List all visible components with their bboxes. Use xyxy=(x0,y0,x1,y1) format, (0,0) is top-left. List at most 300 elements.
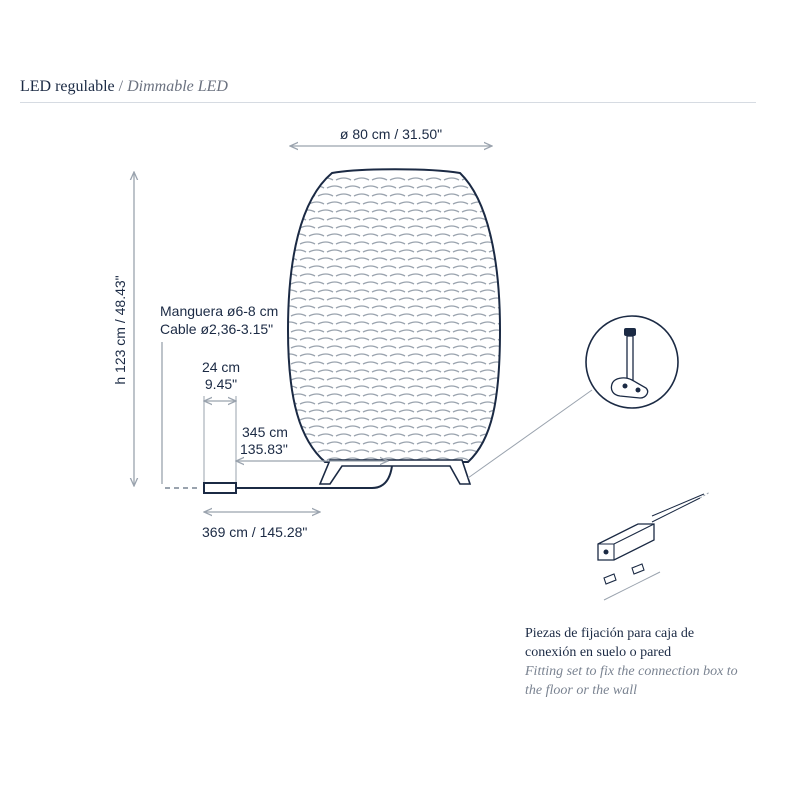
weave-strand xyxy=(426,210,441,212)
weave-strand xyxy=(372,274,387,276)
weave-strand xyxy=(327,186,342,188)
weave-strand xyxy=(345,314,360,316)
weave-strand xyxy=(462,386,477,388)
weave-strand xyxy=(354,258,369,260)
weave-strand xyxy=(372,178,387,180)
weave-strand xyxy=(462,338,477,340)
weave-strand xyxy=(435,234,450,236)
box-width-dimension xyxy=(202,359,240,484)
weave-strand xyxy=(291,378,306,380)
weave-strand xyxy=(399,426,414,428)
weave-strand xyxy=(408,450,423,452)
weave-strand xyxy=(390,258,405,260)
weave-strand xyxy=(390,338,405,340)
weave-strand xyxy=(345,410,360,412)
weave-strand xyxy=(399,362,414,364)
weave-strand xyxy=(390,226,405,228)
weave-strand xyxy=(498,226,513,228)
weave-strand xyxy=(381,186,396,188)
hose-label-en: Cable ø2,36-3.15" xyxy=(160,321,274,337)
weave-strand xyxy=(363,314,378,316)
weave-strand xyxy=(354,418,369,420)
weave-strand xyxy=(372,322,387,324)
height-label: h 123 cm / 48.43" xyxy=(112,275,128,385)
weave-strand xyxy=(462,322,477,324)
weave-strand xyxy=(444,370,459,372)
weave-strand xyxy=(444,226,459,228)
weave-strand xyxy=(480,402,495,404)
fitting-clip-2 xyxy=(632,564,644,574)
weave-strand xyxy=(426,274,441,276)
weave-strand xyxy=(318,226,333,228)
weave-strand xyxy=(327,250,342,252)
weave-strand xyxy=(381,218,396,220)
cable-to-lamp-in: 135.83" xyxy=(240,441,288,457)
weave-strand xyxy=(327,362,342,364)
weave-strand xyxy=(498,386,513,388)
weave-strand xyxy=(327,346,342,348)
weave-strand xyxy=(426,386,441,388)
weave-strand xyxy=(363,298,378,300)
weave-strand xyxy=(417,186,432,188)
weave-strand xyxy=(408,418,423,420)
weave-strand xyxy=(291,186,306,188)
weave-strand xyxy=(489,410,504,412)
stake-rod xyxy=(627,336,633,384)
weave-strand xyxy=(300,258,315,260)
weave-strand xyxy=(435,362,450,364)
weave-strand xyxy=(336,242,351,244)
weave-strand xyxy=(444,434,459,436)
weave-strand xyxy=(372,258,387,260)
weave-strand xyxy=(480,322,495,324)
weave-strand xyxy=(498,194,513,196)
weave-strand xyxy=(336,354,351,356)
weave-strand xyxy=(291,314,306,316)
weave-strand xyxy=(471,234,486,236)
weave-strand xyxy=(408,178,423,180)
weave-strand xyxy=(435,186,450,188)
weave-strand xyxy=(453,410,468,412)
weave-strand xyxy=(381,442,396,444)
weave-strand xyxy=(390,210,405,212)
weave-strand xyxy=(381,298,396,300)
weave-strand xyxy=(426,306,441,308)
weave-strand xyxy=(399,218,414,220)
weave-strand xyxy=(435,298,450,300)
weave-strand xyxy=(345,282,360,284)
weave-strand xyxy=(282,258,297,260)
weave-strand xyxy=(489,362,504,364)
weave-strand xyxy=(318,322,333,324)
weave-strand xyxy=(300,354,315,356)
weave-strand xyxy=(363,426,378,428)
weave-strand xyxy=(372,210,387,212)
weave-strand xyxy=(336,434,351,436)
weave-strand xyxy=(417,218,432,220)
weave-strand xyxy=(327,202,342,204)
weave-strand xyxy=(399,186,414,188)
weave-strand xyxy=(408,210,423,212)
weave-strand xyxy=(363,330,378,332)
weave-strand xyxy=(498,258,513,260)
weave-strand xyxy=(426,370,441,372)
weave-strand xyxy=(417,234,432,236)
weave-strand xyxy=(489,330,504,332)
weave-strand xyxy=(345,202,360,204)
weave-strand xyxy=(435,282,450,284)
weave-strand xyxy=(444,450,459,452)
weave-strand xyxy=(336,402,351,404)
title-es: LED regulable xyxy=(20,78,115,95)
weave-strand xyxy=(354,210,369,212)
weave-strand xyxy=(363,250,378,252)
weave-strand xyxy=(444,386,459,388)
weave-strand xyxy=(435,314,450,316)
weave-strand xyxy=(417,426,432,428)
weave-strand xyxy=(291,442,306,444)
weave-strand xyxy=(372,290,387,292)
weave-strand xyxy=(345,266,360,268)
weave-strand xyxy=(363,346,378,348)
stake-cap xyxy=(624,328,636,336)
weave-strand xyxy=(444,194,459,196)
weave-strand xyxy=(372,194,387,196)
weave-strand xyxy=(462,242,477,244)
weave-strand xyxy=(453,298,468,300)
weave-strand xyxy=(435,410,450,412)
weave-strand xyxy=(390,354,405,356)
weave-strand xyxy=(345,234,360,236)
weave-strand xyxy=(489,250,504,252)
weave-strand xyxy=(426,338,441,340)
weave-strand xyxy=(462,418,477,420)
caption-en-line1: Fitting set to fix the connection box to xyxy=(525,664,738,679)
weave-strand xyxy=(417,282,432,284)
weave-strand xyxy=(489,298,504,300)
weave-strand xyxy=(471,266,486,268)
weave-strand xyxy=(336,306,351,308)
weave-strand xyxy=(291,362,306,364)
box-width-cm: 24 cm xyxy=(201,359,241,375)
total-cable-label: 369 cm / 145.28" xyxy=(202,524,308,540)
weave-strand xyxy=(318,242,333,244)
weave-strand xyxy=(354,178,369,180)
weave-strand xyxy=(399,266,414,268)
weave-strand xyxy=(363,442,378,444)
weave-strand xyxy=(471,186,486,188)
weave-strand xyxy=(489,314,504,316)
weave-strand xyxy=(381,202,396,204)
weave-strand xyxy=(498,178,513,180)
weave-strand xyxy=(300,418,315,420)
weave-strand xyxy=(471,394,486,396)
weave-strand xyxy=(327,330,342,332)
weave-strand xyxy=(408,338,423,340)
weave-strand xyxy=(354,242,369,244)
weave-strand xyxy=(435,394,450,396)
lamp-body xyxy=(282,169,513,484)
weave-strand xyxy=(291,410,306,412)
weave-strand xyxy=(390,194,405,196)
weave-strand xyxy=(372,386,387,388)
weave-strand xyxy=(300,274,315,276)
weave-strand xyxy=(480,194,495,196)
lamp-legs xyxy=(320,460,470,484)
weave-strand xyxy=(426,290,441,292)
weave-strand xyxy=(291,298,306,300)
weave-strand xyxy=(471,458,486,460)
weave-strand xyxy=(408,354,423,356)
weave-strand xyxy=(309,186,324,188)
weave-strand xyxy=(489,186,504,188)
weave-strand xyxy=(435,202,450,204)
weave-strand xyxy=(381,330,396,332)
weave-strand xyxy=(345,362,360,364)
weave-strand xyxy=(498,210,513,212)
weave-strand xyxy=(372,450,387,452)
weave-strand xyxy=(372,338,387,340)
weave-strand xyxy=(417,298,432,300)
fitting-caption xyxy=(525,624,785,700)
weave-strand xyxy=(462,354,477,356)
weave-strand xyxy=(453,314,468,316)
weave-strand xyxy=(309,378,324,380)
weave-strand xyxy=(318,418,333,420)
weave-strand xyxy=(462,434,477,436)
weave-strand xyxy=(453,346,468,348)
weave-strand xyxy=(336,258,351,260)
weave-strand xyxy=(309,266,324,268)
weave-strand xyxy=(381,378,396,380)
weave-strand xyxy=(300,370,315,372)
weave-strand xyxy=(381,346,396,348)
weave-strand xyxy=(462,370,477,372)
weave-strand xyxy=(381,410,396,412)
weave-strand xyxy=(291,426,306,428)
weave-strand xyxy=(471,250,486,252)
junction-box xyxy=(204,483,236,493)
weave-strand xyxy=(498,402,513,404)
diameter-dimension xyxy=(290,126,492,146)
weave-strand xyxy=(399,298,414,300)
weave-strand xyxy=(453,282,468,284)
weave-strand xyxy=(489,202,504,204)
weave-strand xyxy=(282,274,297,276)
caption-es-line2: conexión en suelo o pared xyxy=(525,645,672,660)
weave-strand xyxy=(309,314,324,316)
weave-strand xyxy=(345,426,360,428)
weave-strand xyxy=(354,354,369,356)
diameter-label: ø 80 cm / 31.50" xyxy=(339,126,443,142)
weave-strand xyxy=(453,266,468,268)
weave-strand xyxy=(408,306,423,308)
weave-strand xyxy=(300,338,315,340)
weave-strand xyxy=(498,418,513,420)
weave-strand xyxy=(471,426,486,428)
weave-strand xyxy=(318,402,333,404)
weave-strand xyxy=(462,258,477,260)
weave-strand xyxy=(336,226,351,228)
weave-strand xyxy=(300,242,315,244)
weave-strand xyxy=(354,402,369,404)
weave-strand xyxy=(390,450,405,452)
weave-strand xyxy=(309,202,324,204)
weave-strand xyxy=(354,274,369,276)
weave-strand xyxy=(354,290,369,292)
weave-strand xyxy=(318,354,333,356)
weave-strand xyxy=(327,282,342,284)
weave-strand xyxy=(471,362,486,364)
weave-strand xyxy=(435,442,450,444)
stake-hole-2 xyxy=(636,388,641,393)
weave-strand xyxy=(435,250,450,252)
weave-strand xyxy=(300,434,315,436)
weave-strand xyxy=(444,258,459,260)
weave-strand xyxy=(327,394,342,396)
weave-strand xyxy=(453,186,468,188)
weave-strand xyxy=(354,226,369,228)
weave-strand xyxy=(390,274,405,276)
weave-strand xyxy=(390,290,405,292)
weave-strand xyxy=(480,178,495,180)
weave-strand xyxy=(426,402,441,404)
weave-strand xyxy=(300,322,315,324)
weave-strand xyxy=(363,362,378,364)
weave-strand xyxy=(489,442,504,444)
weave-strand xyxy=(435,218,450,220)
fitting-box-screw xyxy=(604,550,609,555)
weave-strand xyxy=(417,266,432,268)
fitting-clip-1 xyxy=(604,574,616,584)
weave-strand xyxy=(309,250,324,252)
weave-strand xyxy=(390,402,405,404)
weave-strand xyxy=(345,250,360,252)
hose-label-es: Manguera ø6-8 cm xyxy=(160,303,279,319)
weave-strand xyxy=(399,394,414,396)
weave-strand xyxy=(354,322,369,324)
weave-strand xyxy=(363,186,378,188)
weave-strand xyxy=(381,282,396,284)
weave-strand xyxy=(381,266,396,268)
weave-strand xyxy=(390,178,405,180)
weave-strand xyxy=(417,330,432,332)
weave-strand xyxy=(291,266,306,268)
weave-strand xyxy=(345,186,360,188)
weave-strand xyxy=(381,250,396,252)
weave-strand xyxy=(426,418,441,420)
weave-strand xyxy=(381,314,396,316)
stake-detail xyxy=(586,316,678,408)
weave-strand xyxy=(291,282,306,284)
weave-strand xyxy=(291,330,306,332)
weave-strand xyxy=(426,434,441,436)
weave-strand xyxy=(372,354,387,356)
weave-strand xyxy=(345,218,360,220)
weave-strand xyxy=(282,322,297,324)
weave-strand xyxy=(372,418,387,420)
weave-strand xyxy=(453,250,468,252)
weave-strand xyxy=(381,362,396,364)
weave-strand xyxy=(282,306,297,308)
weave-strand xyxy=(372,370,387,372)
weave-strand xyxy=(309,234,324,236)
weave-strand xyxy=(390,434,405,436)
weave-strand xyxy=(300,402,315,404)
weave-strand xyxy=(435,266,450,268)
weave-strand xyxy=(399,442,414,444)
weave-strand xyxy=(327,426,342,428)
weave-strand xyxy=(327,298,342,300)
weave-strand xyxy=(318,370,333,372)
weave-strand xyxy=(363,394,378,396)
weave-strand xyxy=(318,434,333,436)
weave-strand xyxy=(417,442,432,444)
title-separator: / xyxy=(118,78,124,95)
weave-strand xyxy=(354,306,369,308)
weave-strand xyxy=(462,274,477,276)
weave-strand xyxy=(408,402,423,404)
weave-strand xyxy=(426,242,441,244)
weave-strand xyxy=(327,314,342,316)
weave-strand xyxy=(300,178,315,180)
weave-strand xyxy=(372,242,387,244)
weave-strand xyxy=(444,322,459,324)
fitting-box xyxy=(598,524,654,560)
weave-strand xyxy=(417,410,432,412)
weave-strand xyxy=(363,410,378,412)
weave-strand xyxy=(489,346,504,348)
weave-strand xyxy=(372,402,387,404)
weave-strand xyxy=(336,290,351,292)
weave-strand xyxy=(426,354,441,356)
weave-strand xyxy=(354,386,369,388)
weave-strand xyxy=(363,202,378,204)
weave-strand xyxy=(291,346,306,348)
weave-strand xyxy=(453,362,468,364)
weave-strand xyxy=(372,226,387,228)
weave-strand xyxy=(408,322,423,324)
weave-strand xyxy=(408,194,423,196)
total-cable-dimension xyxy=(202,512,320,540)
weave-strand xyxy=(444,210,459,212)
weave-strand xyxy=(390,306,405,308)
weave-strand xyxy=(300,210,315,212)
weave-strand xyxy=(354,338,369,340)
weave-strand xyxy=(327,266,342,268)
weave-strand xyxy=(453,234,468,236)
weave-strand xyxy=(435,378,450,380)
weave-strand xyxy=(426,178,441,180)
weave-strand xyxy=(453,426,468,428)
weave-strand xyxy=(408,434,423,436)
weave-strand xyxy=(318,290,333,292)
fitting-cable-1 xyxy=(652,498,700,522)
weave-strand xyxy=(345,378,360,380)
weave-strand xyxy=(399,202,414,204)
weave-strand xyxy=(417,250,432,252)
weave-strand xyxy=(300,290,315,292)
power-cable xyxy=(236,466,392,488)
weave-strand xyxy=(390,386,405,388)
weave-strand xyxy=(489,426,504,428)
weave-strand xyxy=(336,322,351,324)
weave-strand xyxy=(408,274,423,276)
weave-strand xyxy=(318,274,333,276)
weave-strand xyxy=(399,330,414,332)
weave-strand xyxy=(462,290,477,292)
weave-strand xyxy=(354,434,369,436)
